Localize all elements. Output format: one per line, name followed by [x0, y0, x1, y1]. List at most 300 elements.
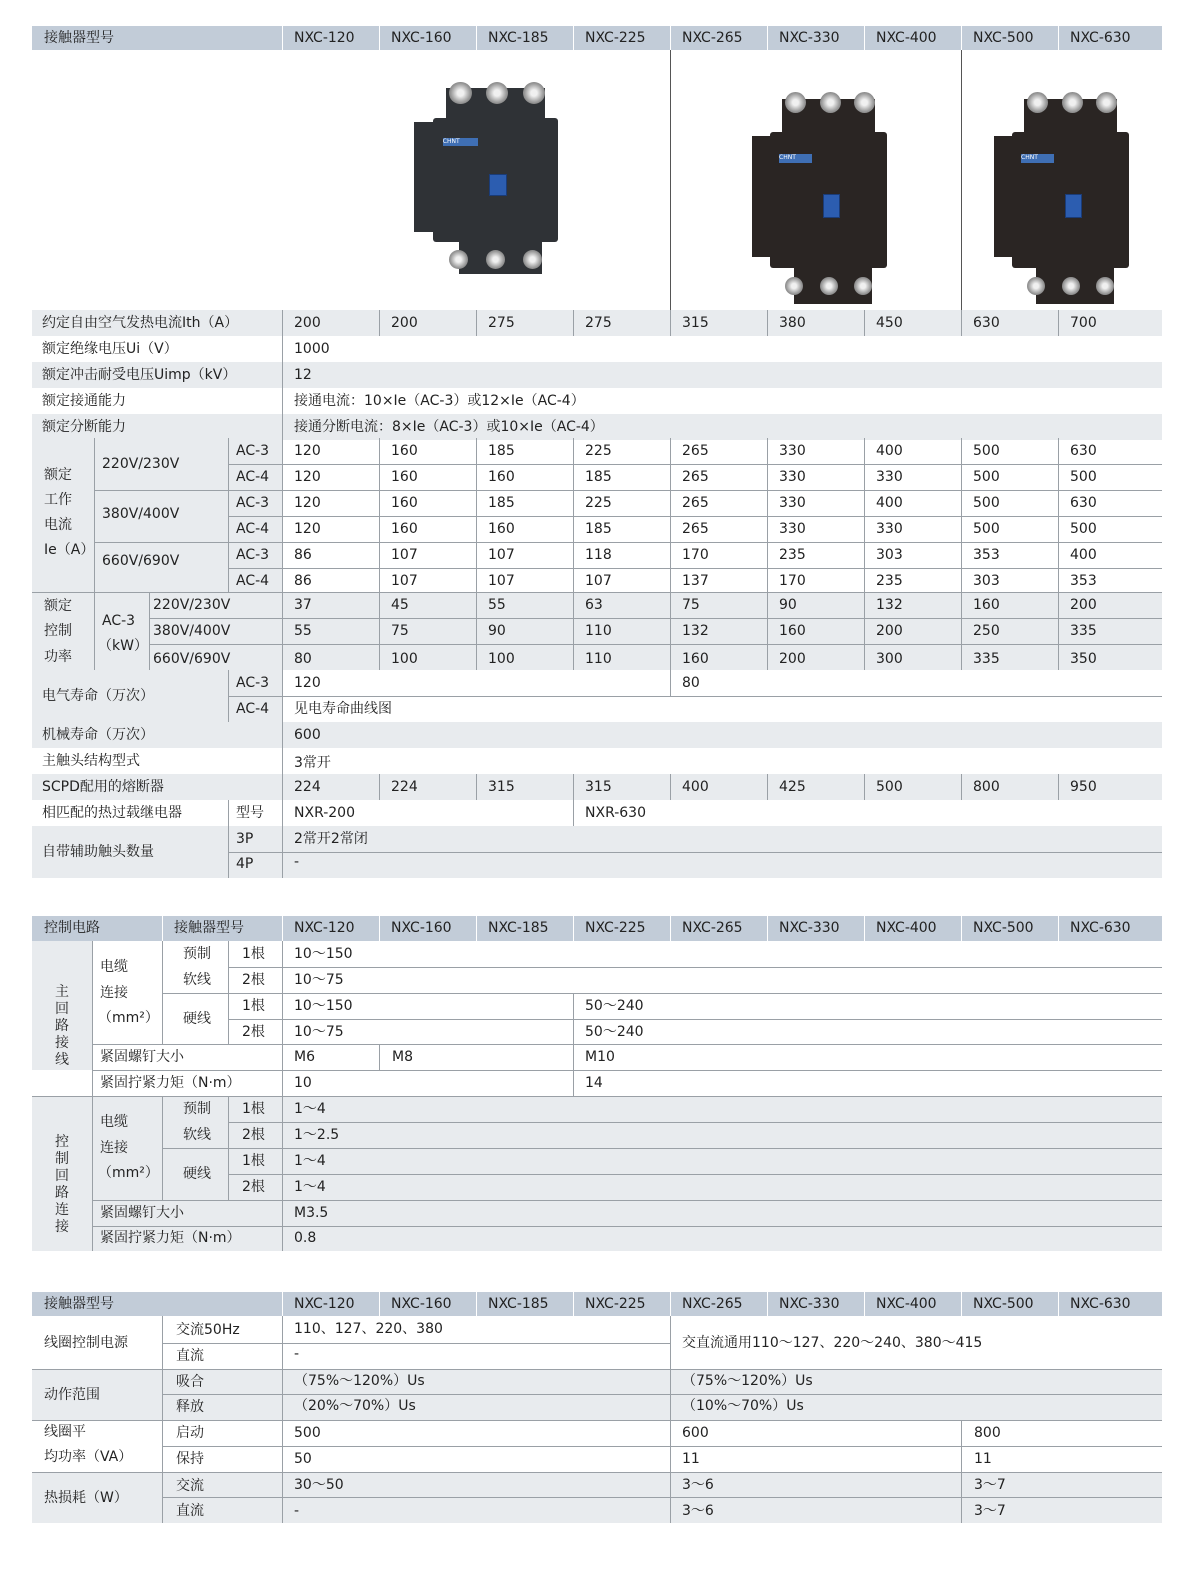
grid-vline	[162, 1316, 163, 1523]
grid-vline	[162, 916, 163, 941]
ctrl-cable-1: 电缆	[100, 1114, 128, 1130]
power-value-2-2: 100	[488, 651, 515, 667]
table3-header-model-5: NXC-330	[779, 1296, 840, 1312]
grid-vline	[864, 310, 865, 336]
power-value-1-8: 335	[1070, 623, 1097, 639]
ie-value-4-8: 400	[1070, 547, 1097, 563]
table2-header-model-1: NXC-160	[391, 920, 452, 936]
scpd-value-3: 315	[585, 779, 612, 795]
main-cable-3: （mm²）	[98, 1010, 159, 1026]
grid-vline	[282, 748, 283, 774]
power-unit: （kW）	[98, 638, 148, 654]
power-value-0-4: 75	[682, 597, 700, 613]
main-screw-c: M10	[585, 1049, 615, 1065]
grid-vline	[670, 1292, 671, 1316]
grid-vline	[961, 774, 962, 800]
ith-label: 约定自由空气发热电流Ith（A）	[42, 315, 239, 331]
main-hard1-a: 10～150	[294, 998, 353, 1014]
ie-value-5-1: 107	[391, 573, 418, 589]
table2-header-model: 接触器型号	[174, 920, 244, 936]
ie-value-2-8: 630	[1070, 495, 1097, 511]
heat-ac-c: 3～7	[974, 1477, 1006, 1493]
table1-header-model-6: NXC-400	[876, 30, 937, 46]
grid-hline	[32, 592, 1162, 593]
ie-value-1-6: 330	[876, 469, 903, 485]
contact-label: 主触头结构型式	[42, 753, 140, 769]
ie-voltage-2: 660V/690V	[102, 553, 180, 569]
ie-value-5-8: 353	[1070, 573, 1097, 589]
grid-vline	[379, 1044, 380, 1070]
ie-value-3-4: 265	[682, 521, 709, 537]
ie-cat-3: AC-4	[236, 521, 270, 537]
grid-vline	[282, 414, 283, 440]
grid-vline	[282, 774, 283, 800]
grid-hline	[162, 1148, 1162, 1149]
power-cat: AC-3	[102, 613, 136, 629]
power-value-1-6: 200	[876, 623, 903, 639]
ie-value-4-1: 107	[391, 547, 418, 563]
ie-value-5-5: 170	[779, 573, 806, 589]
table3-header-model-0: NXC-120	[294, 1296, 355, 1312]
ctrl-hard2-value: 1～4	[294, 1179, 326, 1195]
grid-hline	[94, 542, 1162, 543]
relay-label: 相匹配的热过载继电器	[42, 805, 182, 821]
contactor-image-large	[994, 88, 1144, 308]
ie-value-1-7: 500	[973, 469, 1000, 485]
coilp-hold-b: 11	[682, 1451, 700, 1467]
elife-ac3-b: 80	[682, 675, 700, 691]
power-value-1-7: 250	[973, 623, 1000, 639]
grid-hline	[228, 1019, 1162, 1020]
main-two-0: 2根	[242, 972, 265, 988]
contactor-image-medium	[752, 88, 902, 308]
main-pre-2: 软线	[183, 972, 211, 988]
brand-logo: CHNT	[442, 138, 460, 145]
power-label-line-1: 额定	[44, 598, 72, 614]
coilp-hold-c: 11	[974, 1451, 992, 1467]
coilp-start-a: 500	[294, 1425, 321, 1441]
table3-header-model-8: NXC-630	[1070, 1296, 1131, 1312]
grid-vline	[476, 26, 477, 50]
power-voltage-2: 660V/690V	[153, 651, 231, 667]
main-hard2-a: 10～75	[294, 1024, 344, 1040]
range-release: 释放	[176, 1399, 204, 1415]
ie-value-4-5: 235	[779, 547, 806, 563]
power-value-2-1: 100	[391, 651, 418, 667]
grid-vline	[1058, 1292, 1059, 1316]
grid-vline	[573, 774, 574, 800]
ie-value-1-0: 120	[294, 469, 321, 485]
grid-hline	[228, 1174, 1162, 1175]
main-pre-1: 预制	[183, 946, 211, 962]
power-value-1-2: 90	[488, 623, 506, 639]
main-one-1: 1根	[242, 998, 265, 1014]
table3-header-model-2: NXC-185	[488, 1296, 549, 1312]
table3-header-model-6: NXC-400	[876, 1296, 937, 1312]
grid-vline	[961, 1292, 962, 1316]
heat-dc-c: 3～7	[974, 1503, 1006, 1519]
ie-label-line-4: Ie（A）	[44, 542, 95, 558]
coilp-start-b: 600	[682, 1425, 709, 1441]
table2-header-model-7: NXC-500	[973, 920, 1034, 936]
main-circuit-title: 主回路接线	[55, 984, 69, 1068]
power-value-0-7: 160	[973, 597, 1000, 613]
relay-b: NXR-630	[585, 805, 646, 821]
ie-value-2-3: 225	[585, 495, 612, 511]
contactor-image-small	[414, 78, 574, 278]
ith-value-2: 275	[488, 315, 515, 331]
ith-value-8: 700	[1070, 315, 1097, 331]
grid-hline	[228, 568, 1162, 569]
coilp-label-1: 线圈平	[44, 1424, 86, 1440]
coilp-start-c: 800	[974, 1425, 1001, 1441]
ctrl-hard: 硬线	[183, 1166, 211, 1182]
table1-header-model-5: NXC-330	[779, 30, 840, 46]
power-value-1-3: 110	[585, 623, 612, 639]
grid-vline	[149, 592, 150, 670]
aux-label: 自带辅助触头数量	[42, 844, 154, 860]
table2-header-model-5: NXC-330	[779, 920, 840, 936]
power-value-0-1: 45	[391, 597, 409, 613]
grid-hline	[228, 696, 1162, 697]
ctrl-two-0: 2根	[242, 1127, 265, 1143]
main-hard1-b: 50～240	[585, 998, 644, 1014]
ith-value-7: 630	[973, 315, 1000, 331]
grid-vline	[1058, 774, 1059, 800]
power-value-2-5: 200	[779, 651, 806, 667]
range-release-a: （20%～70%）Us	[294, 1398, 416, 1414]
power-value-2-7: 335	[973, 651, 1000, 667]
elife-ac3-a: 120	[294, 675, 321, 691]
grid-vline	[961, 916, 962, 941]
scpd-value-0: 224	[294, 779, 321, 795]
grid-vline	[228, 800, 229, 878]
grid-vline	[379, 310, 380, 336]
uimp-value: 12	[294, 367, 312, 383]
ctrl-pre2-value: 1～2.5	[294, 1127, 340, 1143]
grid-vline	[573, 800, 574, 826]
grid-vline	[864, 592, 865, 670]
heat-ac: 交流	[176, 1478, 204, 1494]
scpd-value-4: 400	[682, 779, 709, 795]
grid-vline	[573, 1292, 574, 1316]
grid-vline	[670, 592, 671, 670]
elife-ac4-value: 见电寿命曲线图	[294, 701, 392, 717]
power-label-line-3: 功率	[44, 649, 72, 665]
mlife-label: 机械寿命（万次）	[42, 727, 154, 743]
coil-dc: 直流	[176, 1348, 204, 1364]
table2-header-model-2: NXC-185	[488, 920, 549, 936]
grid-hline	[162, 1394, 1162, 1395]
scpd-value-1: 224	[391, 779, 418, 795]
main-hard2-b: 50～240	[585, 1024, 644, 1040]
aux-4p: 4P	[236, 856, 254, 872]
ie-value-5-7: 303	[973, 573, 1000, 589]
ie-value-2-4: 265	[682, 495, 709, 511]
power-value-0-5: 90	[779, 597, 797, 613]
table2-header-model-6: NXC-400	[876, 920, 937, 936]
coil-label: 线圈控制电源	[44, 1335, 128, 1351]
contact-value: 3常开	[294, 755, 331, 771]
grid-vline	[282, 916, 283, 941]
main-two-1: 2根	[242, 1024, 265, 1040]
ie-value-0-4: 265	[682, 443, 709, 459]
power-value-1-4: 132	[682, 623, 709, 639]
grid-hline	[94, 490, 1162, 491]
ie-value-3-5: 330	[779, 521, 806, 537]
ie-value-5-2: 107	[488, 573, 515, 589]
power-value-0-8: 200	[1070, 597, 1097, 613]
ctrl-cable-3: （mm²）	[98, 1165, 159, 1181]
range-label: 动作范围	[44, 1387, 100, 1403]
ctrl-screw-value: M3.5	[294, 1205, 329, 1221]
power-value-0-6: 132	[876, 597, 903, 613]
ie-value-0-8: 630	[1070, 443, 1097, 459]
main-cable-1: 电缆	[100, 959, 128, 975]
ie-value-5-0: 86	[294, 573, 312, 589]
heat-dc: 直流	[176, 1503, 204, 1519]
power-value-2-3: 110	[585, 651, 612, 667]
grid-vline	[282, 362, 283, 388]
grid-vline	[573, 26, 574, 50]
ith-value-4: 315	[682, 315, 709, 331]
coilp-label-2: 均功率（VA）	[44, 1449, 133, 1465]
ith-value-0: 200	[294, 315, 321, 331]
grid-vline	[1058, 26, 1059, 50]
grid-vline	[573, 592, 574, 670]
ctrl-pre-2: 软线	[183, 1127, 211, 1143]
ctrl-circuit-title: 控制回路连接	[55, 1134, 69, 1235]
ie-value-0-2: 185	[488, 443, 515, 459]
grid-vline	[767, 26, 768, 50]
table2-header-model-4: NXC-265	[682, 920, 743, 936]
ie-cat-4: AC-3	[236, 547, 270, 563]
ie-value-2-0: 120	[294, 495, 321, 511]
ie-value-4-7: 353	[973, 547, 1000, 563]
grid-vline	[94, 438, 95, 592]
grid-vline	[282, 310, 283, 336]
table2-header-model-0: NXC-120	[294, 920, 355, 936]
ie-value-4-4: 170	[682, 547, 709, 563]
main-cable-2: 连接	[100, 985, 128, 1001]
ie-value-3-7: 500	[973, 521, 1000, 537]
break-value: 接通分断电流：8×Ie（AC-3）或10×Ie（AC-4）	[294, 419, 604, 435]
grid-vline	[379, 26, 380, 50]
main-pre2-value: 10～75	[294, 972, 344, 988]
ie-value-4-6: 303	[876, 547, 903, 563]
table1-header-model-3: NXC-225	[585, 30, 646, 46]
grid-vline	[282, 592, 283, 670]
ie-value-1-8: 500	[1070, 469, 1097, 485]
ie-cat-1: AC-4	[236, 469, 270, 485]
ie-value-5-4: 137	[682, 573, 709, 589]
ith-value-6: 450	[876, 315, 903, 331]
ith-value-5: 380	[779, 315, 806, 331]
main-torque-label: 紧固拧紧力矩（N·m）	[100, 1075, 241, 1091]
ie-value-0-1: 160	[391, 443, 418, 459]
main-one-0: 1根	[242, 946, 265, 962]
grid-hline	[149, 618, 1162, 619]
ie-label-line-2: 工作	[44, 492, 72, 508]
grid-vline	[961, 592, 962, 670]
ui-label: 额定绝缘电压Ui（V）	[42, 341, 178, 357]
grid-hline	[162, 1446, 1162, 1447]
grid-hline	[149, 644, 1162, 645]
grid-vline	[476, 916, 477, 941]
ie-value-0-6: 400	[876, 443, 903, 459]
grid-vline	[1058, 916, 1059, 941]
range-pull: 吸合	[176, 1374, 204, 1390]
table1-header-label: 接触器型号	[44, 30, 114, 46]
aux-3p: 3P	[236, 831, 254, 847]
grid-vline	[476, 310, 477, 336]
ie-value-4-0: 86	[294, 547, 312, 563]
power-voltage-1: 380V/400V	[153, 623, 231, 639]
ie-value-0-3: 225	[585, 443, 612, 459]
ie-value-5-3: 107	[585, 573, 612, 589]
main-hard: 硬线	[183, 1011, 211, 1027]
heat-dc-a: -	[294, 1503, 300, 1519]
grid-vline	[282, 722, 283, 748]
grid-vline	[767, 592, 768, 670]
scpd-value-8: 950	[1070, 779, 1097, 795]
grid-vline	[92, 1096, 93, 1251]
main-torque-a: 10	[294, 1075, 312, 1091]
grid-hline	[32, 1420, 1162, 1421]
relay-a: NXR-200	[294, 805, 355, 821]
grid-hline	[228, 464, 1162, 465]
grid-vline	[670, 774, 671, 800]
grid-vline	[282, 336, 283, 362]
power-value-1-1: 75	[391, 623, 409, 639]
grid-vline	[94, 592, 95, 670]
table1-header-model-2: NXC-185	[488, 30, 549, 46]
main-torque-b: 14	[585, 1075, 603, 1091]
brand-logo: CHNT	[1021, 154, 1038, 162]
power-value-2-8: 350	[1070, 651, 1097, 667]
coilp-start: 启动	[176, 1425, 204, 1441]
ie-voltage-0: 220V/230V	[102, 456, 180, 472]
table3-header-model-3: NXC-225	[585, 1296, 646, 1312]
uimp-label: 额定冲击耐受电压Uimp（kV）	[42, 367, 237, 383]
ie-value-3-0: 120	[294, 521, 321, 537]
grid-hline	[228, 967, 1162, 968]
grid-vline	[379, 774, 380, 800]
ie-value-4-3: 118	[585, 547, 612, 563]
ctrl-two-1: 2根	[242, 1179, 265, 1195]
grid-vline	[476, 774, 477, 800]
grid-vline	[670, 310, 671, 336]
power-value-2-0: 80	[294, 651, 312, 667]
grid-hline	[32, 1096, 1162, 1097]
ie-value-4-2: 107	[488, 547, 515, 563]
scpd-value-7: 800	[973, 779, 1000, 795]
table2-header-control-circuit: 控制电路	[44, 920, 100, 936]
grid-hline	[162, 1343, 670, 1344]
power-value-1-0: 55	[294, 623, 312, 639]
table3-header-model-4: NXC-265	[682, 1296, 743, 1312]
elife-label: 电气寿命（万次）	[42, 688, 154, 704]
grid-hline	[92, 1070, 1162, 1071]
ie-value-1-2: 160	[488, 469, 515, 485]
grid-vline	[282, 388, 283, 414]
range-release-b: （10%～70%）Us	[682, 1398, 804, 1414]
grid-vline	[864, 1292, 865, 1316]
coilp-hold: 保持	[176, 1451, 204, 1467]
brand-logo: CHNT	[779, 154, 796, 162]
coilp-hold-a: 50	[294, 1451, 312, 1467]
grid-vline	[1058, 592, 1059, 670]
power-voltage-0: 220V/230V	[153, 597, 231, 613]
coil-right-value: 交直流通用110～127、220～240、380～415	[682, 1335, 983, 1351]
table3-header-label: 接触器型号	[44, 1296, 114, 1312]
range-pull-a: （75%～120%）Us	[294, 1373, 425, 1389]
power-value-0-0: 37	[294, 597, 312, 613]
table3-header-model-7: NXC-500	[973, 1296, 1034, 1312]
heat-label: 热损耗（W）	[44, 1490, 128, 1506]
ie-value-2-5: 330	[779, 495, 806, 511]
power-value-0-3: 63	[585, 597, 603, 613]
ctrl-screw-label: 紧固螺钉大小	[100, 1205, 184, 1221]
grid-vline	[670, 1316, 671, 1523]
grid-hline	[228, 516, 1162, 517]
make-value: 接通电流：10×Ie（AC-3）或12×Ie（AC-4）	[294, 393, 585, 409]
grid-vline	[864, 26, 865, 50]
grid-vline	[961, 26, 962, 50]
grid-vline	[864, 916, 865, 941]
grid-vline	[961, 310, 962, 336]
heat-ac-a: 30～50	[294, 1477, 344, 1493]
ie-value-0-5: 330	[779, 443, 806, 459]
grid-hline	[92, 1226, 1162, 1227]
ctrl-torque-label: 紧固拧紧力矩（N·m）	[100, 1230, 241, 1246]
ctrl-one-0: 1根	[242, 1101, 265, 1117]
ctrl-pre1-value: 1～4	[294, 1101, 326, 1117]
ie-value-1-3: 185	[585, 469, 612, 485]
power-label-line-2: 控制	[44, 623, 72, 639]
coil-ac: 交流50Hz	[176, 1322, 240, 1338]
grid-vline	[767, 916, 768, 941]
ie-value-2-1: 160	[391, 495, 418, 511]
grid-hline	[162, 993, 1162, 994]
grid-vline	[767, 774, 768, 800]
grid-vline	[670, 916, 671, 941]
ie-value-2-6: 400	[876, 495, 903, 511]
ie-value-2-2: 185	[488, 495, 515, 511]
grid-hline	[228, 1122, 1162, 1123]
grid-hline	[92, 1200, 1162, 1201]
ie-value-0-7: 500	[973, 443, 1000, 459]
ie-value-1-4: 265	[682, 469, 709, 485]
main-screw-label: 紧固螺钉大小	[100, 1049, 184, 1065]
grid-vline	[670, 50, 671, 310]
ie-cat-5: AC-4	[236, 573, 270, 589]
grid-vline	[282, 800, 283, 878]
grid-vline	[573, 310, 574, 336]
range-pull-b: （75%～120%）Us	[682, 1373, 813, 1389]
ie-label-line-3: 电流	[44, 517, 72, 533]
ie-value-1-5: 330	[779, 469, 806, 485]
ie-value-3-6: 330	[876, 521, 903, 537]
grid-vline	[573, 916, 574, 941]
mlife-value: 600	[294, 727, 321, 743]
ie-cat-0: AC-3	[236, 443, 270, 459]
table1-header-model-8: NXC-630	[1070, 30, 1131, 46]
ie-value-1-1: 160	[391, 469, 418, 485]
scpd-value-6: 500	[876, 779, 903, 795]
grid-hline	[162, 1497, 1162, 1498]
ie-cat-2: AC-3	[236, 495, 270, 511]
